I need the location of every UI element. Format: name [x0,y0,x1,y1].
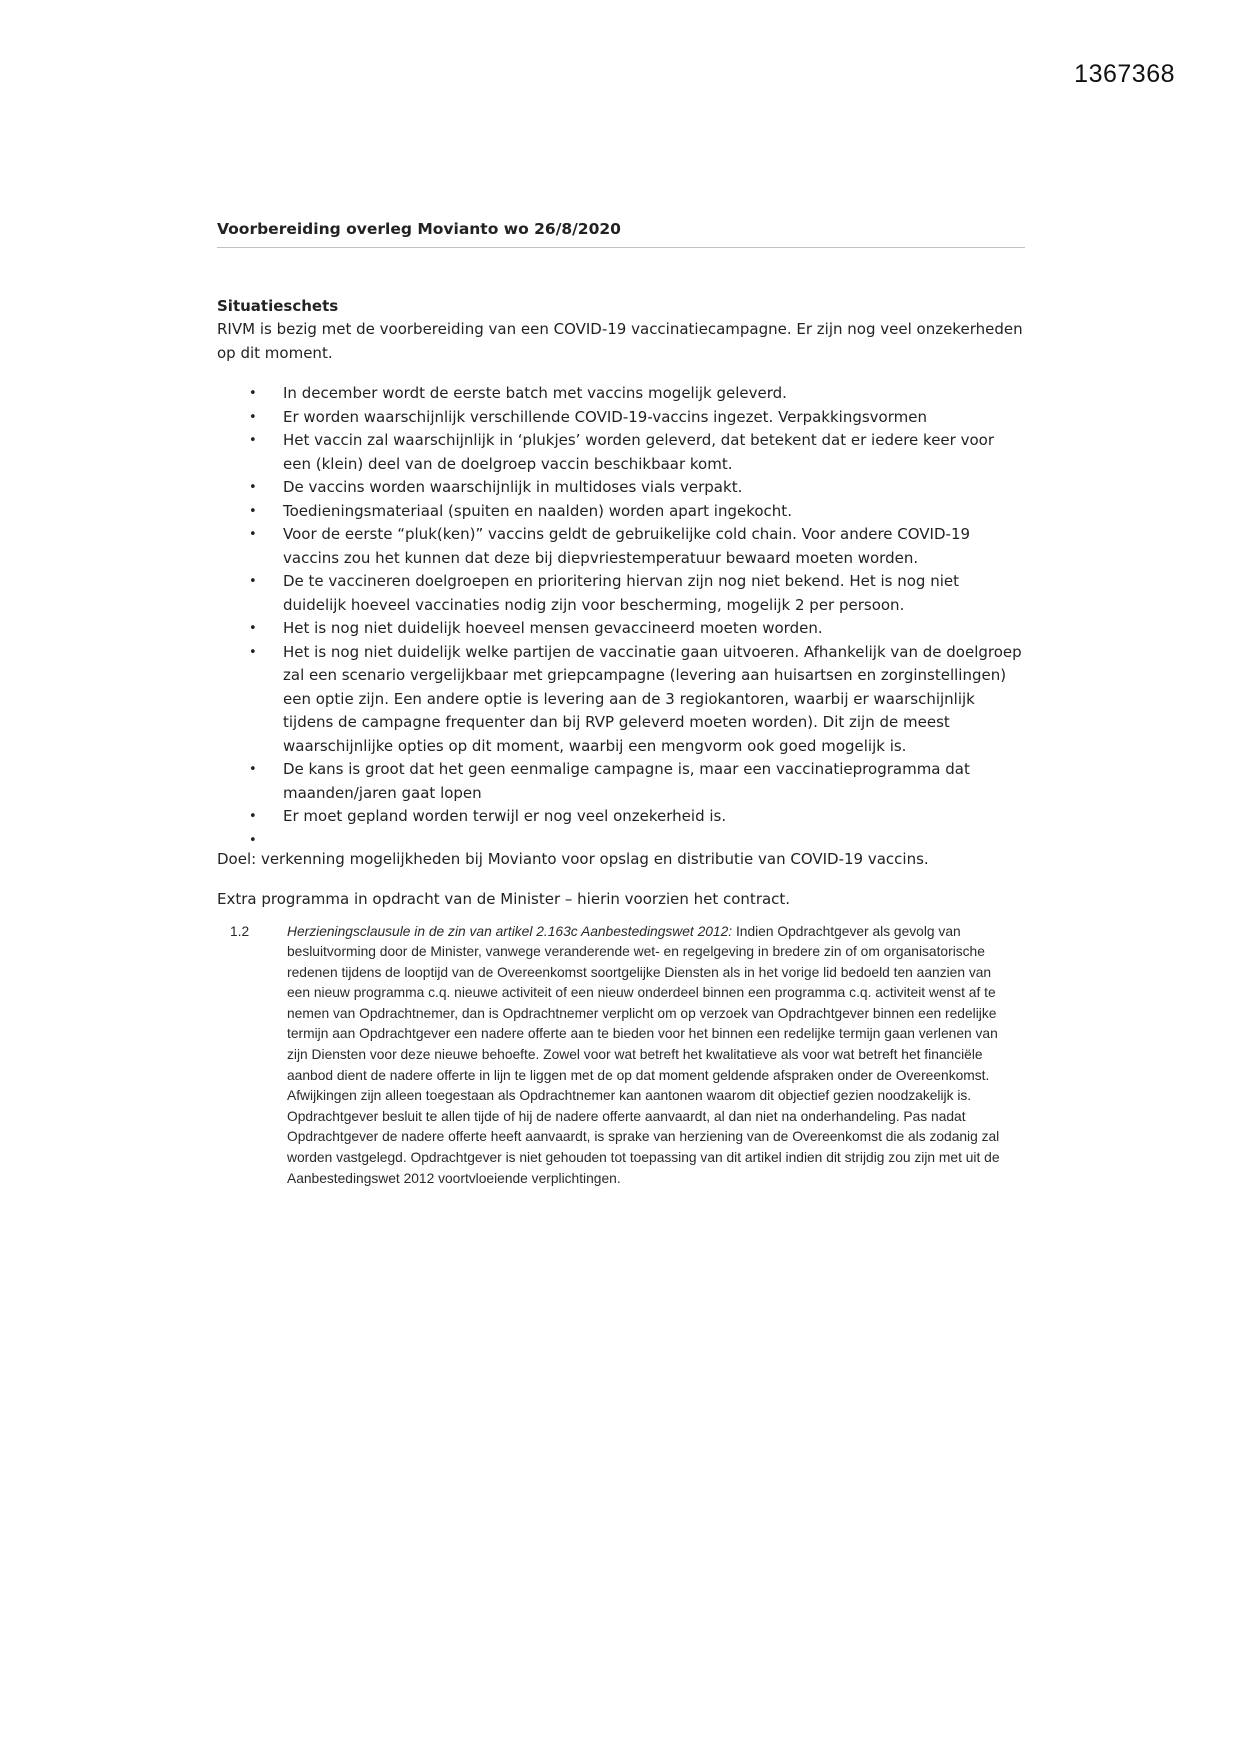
list-item-text: Het vaccin zal waarschijnlijk in ‘plukjes’ worden geleverd, dat betekent dat er iedere keer voor een (klein) deel van de doelgroep vaccin beschikbaar komt. [283,431,994,473]
list-item-text: Toedieningsmateriaal (spuiten en naalden) worden apart ingekocht. [283,501,792,520]
bullet-icon: • [249,480,257,495]
list-item [249,570,1025,617]
bullet-icon: • [249,832,257,848]
bullet-icon: • [249,644,257,660]
page-body [217,218,1025,1189]
bullet-icon: • [249,409,257,425]
list-item [249,476,1025,500]
bullet-icon: • [249,433,257,448]
list-item [249,406,1025,430]
list-item-text: Er moet gepland worden terwijl er nog veel onzekerheid is. [283,807,727,825]
document-id: 1367368 [1074,60,1175,88]
bullet-icon: • [249,527,257,542]
list-item [249,500,1025,524]
bullet-icon: • [249,386,257,401]
list-item-text: Het is nog niet duidelijk hoeveel mensen gevaccineerd moeten worden. [283,619,823,637]
clause-body: Indien Opdrachtgever als gevolg van besluitvorming door de Minister, vanwege veranderende wet- en regelgeving in bredere zin of om organisatorische redenen tijdens de looptijd van de Overeenkomst soortgelijke Diensten als in het vorige lid bedoeld ten aanzien van een nieuw programma c.q. nieuwe activiteit of een nieuw onderdeel binnen een programma c.q. activiteit wenst af te nemen van Opdrachtnemer, dan is Opdrachtnemer verplicht om op verzoek van Opdrachtgever binnen een redelijke termijn aan Opdrachtgever een nadere offerte aan te bieden voor het binnen een redelijke termijn gaan verlenen van zijn Diensten voor deze nieuwe behoefte. Zowel voor wat betreft het kwalitatieve als voor wat betreft het financiële aanbod dient de nadere offerte in lijn te liggen met de op dat moment geldende afspraken onder de Overeenkomst. Afwijkingen zijn alleen toegestaan als Opdrachtnemer kan aantonen waarom dit objectief gezien noodzakelijk is. Opdrachtgever besluit te allen tijde of hij de nadere offerte aanvaardt, al dan niet na onderhandeling. Pas nadat Opdrachtgever de nadere offerte heeft aanvaardt, is sprake van herziening van de Overeenkomst die als zodanig zal worden vastgelegd. Opdrachtgever is niet gehouden tot toepassing van dit artikel indien dit strijdig zou zijn met uit de Aanbestedingswet 2012 voortvloeiende verplichtingen. [287,923,1000,1186]
list-item-text: De vaccins worden waarschijnlijk in multidoses vials verpakt. [283,478,743,496]
extra-paragraph: Extra programma in opdracht van de Minister – hierin voorzien het contract. [217,890,791,908]
intro-paragraph: RIVM is bezig met de voorbereiding van een COVID-19 vaccinatiecampagne. Er zijn nog veel onzekerheden op dit moment. [217,320,1023,362]
empty-list-item [249,829,1025,848]
contract-clause [230,922,1025,1190]
list-item [249,758,1025,805]
list-item [249,805,1025,829]
list-item-text: De kans is groot dat het geen eenmalige campagne is, maar een vaccinatieprogramma dat maanden/jaren gaat lopen [283,760,970,802]
goal-paragraph: Doel: verkenning mogelijkheden bij Movianto voor opslag en distributie van COVID-19 vaccins. [217,849,929,868]
bullet-icon: • [249,574,257,589]
section-title: Situatieschets [217,296,339,315]
list-item [249,382,1025,406]
bullet-icon: • [249,809,257,824]
clause-text [287,922,1003,1190]
list-item-text: In december wordt de eerste batch met vaccins mogelijk geleverd. [283,384,787,402]
bullet-icon: • [249,503,257,519]
clause-title: Herzieningsclausule in de zin van artikel 2.163c Aanbestedingswet 2012: [287,923,733,939]
list-item-text: Er worden waarschijnlijk verschillende COVID-19-vaccins ingezet. Verpakkingsvormen [283,407,927,426]
clause-number: 1.2 [230,923,250,939]
page-title: Voorbereiding overleg Movianto wo 26/8/2020 [217,218,1025,248]
list-item [249,523,1025,570]
list-item [249,641,1025,759]
list-item [249,429,1025,476]
list-item [249,617,1025,641]
bullet-icon: • [249,621,257,636]
list-item-text: De te vaccineren doelgroepen en prioritering hiervan zijn nog niet bekend. Het is nog niet duidelijk hoeveel vaccinaties nodig zijn voor bescherming, mogelijk 2 per persoon. [283,572,960,614]
list-item-text: Voor de eerste “pluk(ken)” vaccins geldt de gebruikelijke cold chain. Voor andere COVID-19 vaccins zou het kunnen dat deze bij diepvriestemperatuur bewaard moeten worden. [283,525,971,567]
list-item-text: Het is nog niet duidelijk welke partijen de vaccinatie gaan uitvoeren. Afhankelijk van de doelgroep zal een scenario vergelijkbaar met griepcampagne (levering aan huisartsen en zorginstellingen) een optie zijn. Een andere optie is levering aan de 3 regiokantoren, waarbij er waarschijnlijk tijdens de campagne frequenter dan bij RVP geleverd moeten worden). Dit zijn de meest waarschijnlijke opties op dit moment, waarbij een mengvorm ook goed mogelijk is. [283,642,1022,755]
bullet-icon: • [249,762,257,777]
bullet-list [217,382,1025,848]
